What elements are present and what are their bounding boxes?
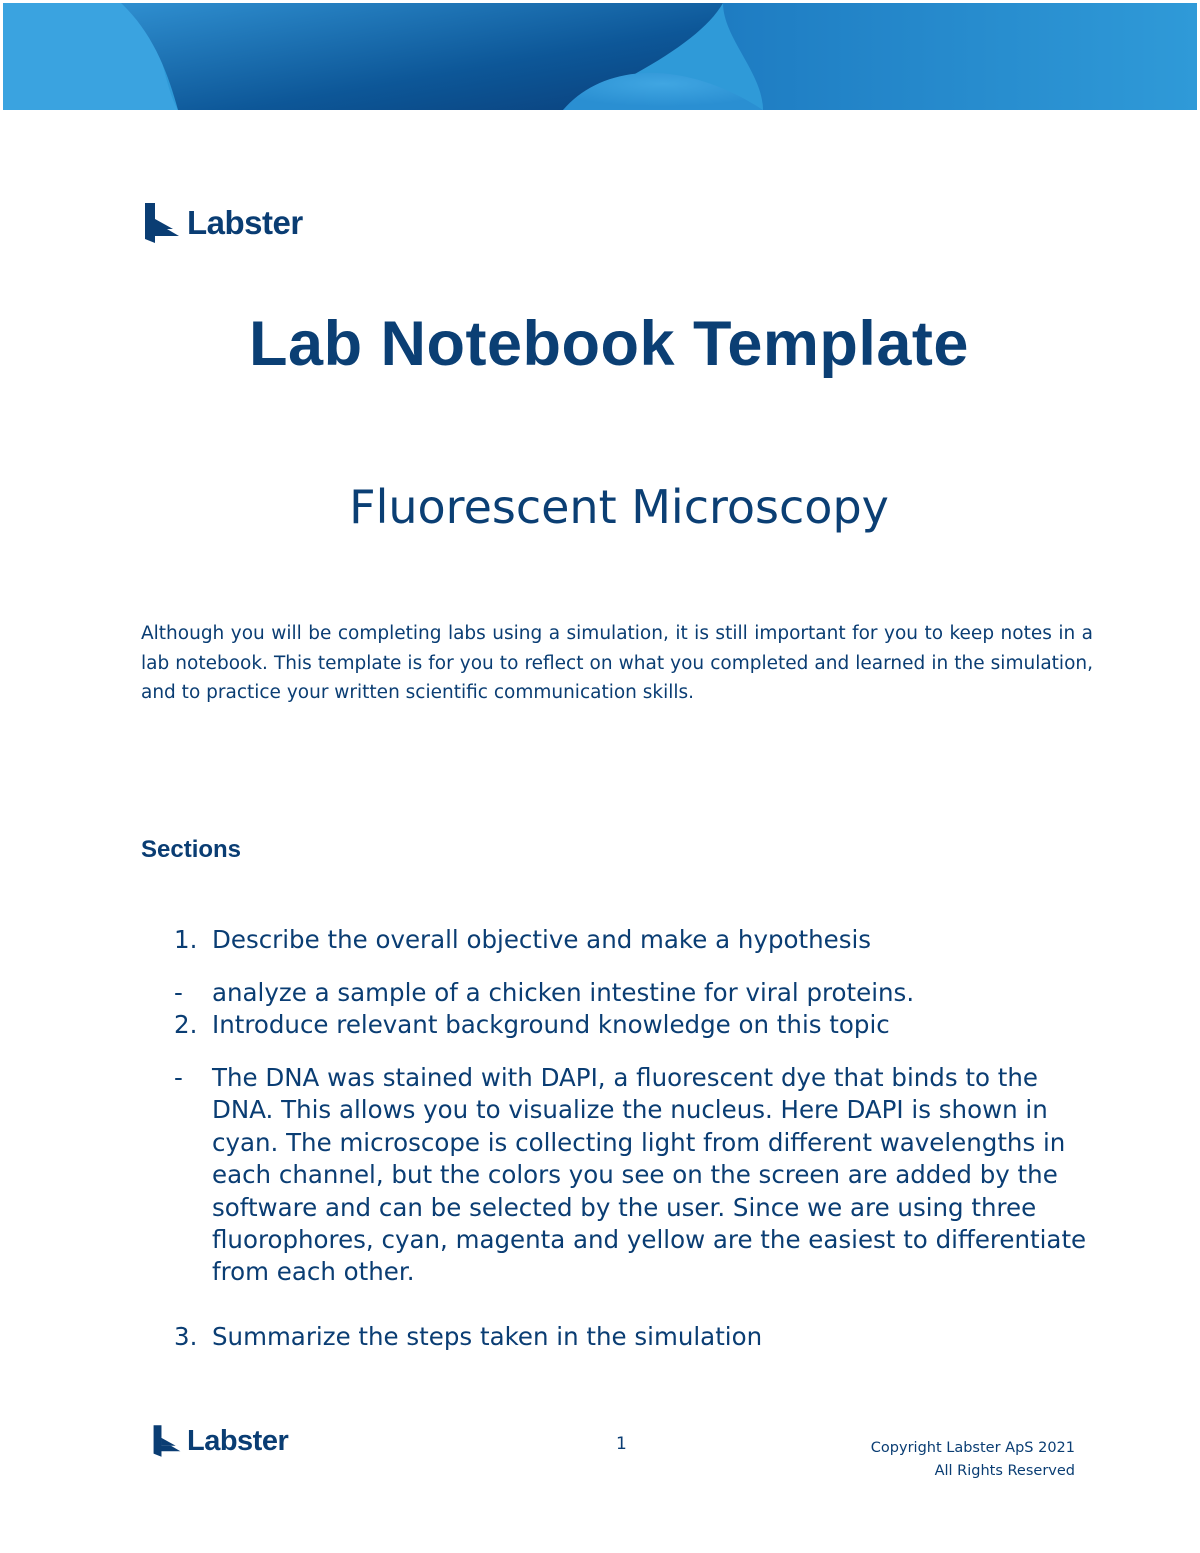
list-item (174, 924, 1092, 956)
list-item-text: analyze a sample of a chicken intestine for viral proteins. (212, 978, 915, 1007)
page-title: Lab Notebook Template (249, 309, 969, 379)
list-item (174, 977, 1092, 1009)
copyright-line: Copyright Labster ApS 2021 (870, 1440, 1075, 1456)
copyright-notice (871, 1437, 1075, 1483)
list-item (174, 1009, 1092, 1041)
list-item (174, 1062, 1092, 1289)
list-marker: - (174, 1063, 183, 1092)
list-marker: 2. (174, 1010, 198, 1039)
list-item-text: The DNA was stained with DAPI, a fluorescent dye that binds to the DNA. This allows you to visualize the nucleus. Here DAPI is shown in cyan. The microscope is collecting light from different wavelengths in each channel, but the colors you see on the screen are added by the software and can be selected by the user. Since we are using three fluorophores, cyan, magenta and yellow are the easiest to differentiate from each other. (212, 1063, 1087, 1287)
labster-logo-text: Labster (187, 204, 303, 241)
list-item-text: Summarize the steps taken in the simulation (212, 1322, 763, 1351)
header-banner (3, 3, 1197, 110)
footer-logo-text: Labster (187, 1424, 289, 1457)
list-item (174, 1321, 1092, 1353)
list-item-text: Introduce relevant background knowledge on this topic (212, 1010, 890, 1039)
list-marker: 1. (174, 925, 198, 954)
page-subtitle: Fluorescent Microscopy (349, 480, 889, 534)
rights-line: All Rights Reserved (934, 1463, 1075, 1479)
page-number: 1 (616, 1434, 627, 1454)
labster-logo-icon (143, 203, 181, 243)
labster-logo (143, 203, 303, 243)
list-item-text: Describe the overall objective and make a hypothesis (212, 925, 872, 954)
list-marker: - (174, 978, 183, 1007)
sections-heading: Sections (141, 836, 242, 863)
labster-logo-icon (152, 1424, 182, 1458)
list-marker: 3. (174, 1322, 198, 1351)
header-banner-graphic (3, 3, 1197, 110)
footer-logo (152, 1424, 288, 1458)
intro-paragraph: Although you will be completing labs using a simulation, it is still important for you to keep notes in a lab notebook. This template is for you to reflect on what you completed and learned in the simulation, and to practice your written scientific communication skills. (141, 623, 1093, 703)
